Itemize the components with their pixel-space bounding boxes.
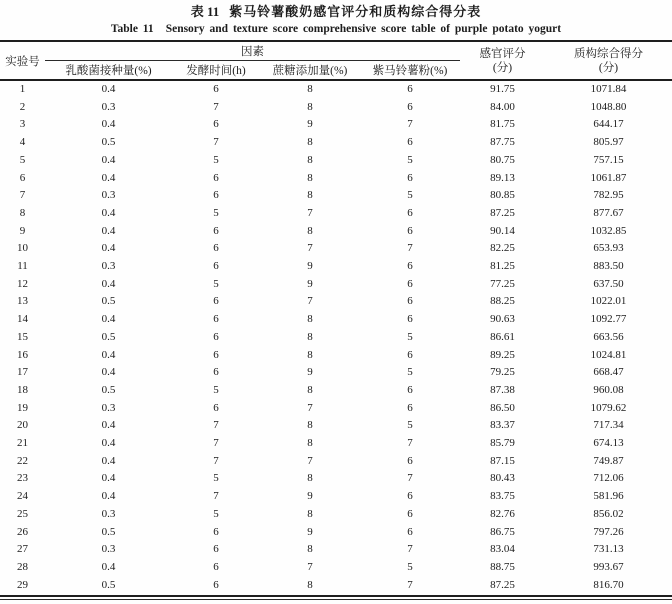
table-row <box>0 417 672 435</box>
data-table <box>0 40 672 594</box>
cell-sensory-score: 86.75 <box>490 525 515 538</box>
cell-fermentation-time: 6 <box>213 525 219 538</box>
table-row <box>0 293 672 311</box>
cell-experiment-no: 20 <box>17 419 28 432</box>
cell-sensory-score: 87.75 <box>490 136 515 149</box>
cell-fermentation-time: 7 <box>213 454 219 467</box>
cell-experiment-no: 19 <box>17 401 28 414</box>
cell-sucrose-addition: 7 <box>307 206 313 219</box>
cell-fermentation-time: 5 <box>213 507 219 520</box>
cell-texture-score: 1048.80 <box>590 100 627 113</box>
cell-sucrose-addition: 8 <box>307 330 313 343</box>
cell-sucrose-addition: 9 <box>307 490 313 503</box>
table-row <box>0 258 672 276</box>
cell-texture-score: 663.56 <box>593 330 624 343</box>
cell-lactic-acid-inoculum: 0.4 <box>101 419 116 432</box>
cell-experiment-no: 22 <box>17 454 28 467</box>
cell-sucrose-addition: 8 <box>307 383 313 396</box>
cell-experiment-no: 26 <box>17 525 28 538</box>
cell-experiment-no: 25 <box>17 507 28 520</box>
cell-purple-potato-powder: 6 <box>407 348 413 361</box>
cell-purple-potato-powder: 7 <box>407 242 413 255</box>
cell-sensory-score: 86.50 <box>490 401 515 414</box>
cell-lactic-acid-inoculum: 0.5 <box>101 525 116 538</box>
cell-sensory-score: 83.37 <box>490 419 515 432</box>
cell-lactic-acid-inoculum: 0.4 <box>101 437 116 450</box>
cell-experiment-no: 4 <box>19 136 26 149</box>
table-row <box>0 435 672 453</box>
header-texture-line1: 质构综合得分 <box>574 47 643 60</box>
cell-fermentation-time: 7 <box>213 419 219 432</box>
cell-experiment-no: 23 <box>17 472 28 485</box>
cell-sucrose-addition: 8 <box>307 136 313 149</box>
table-row <box>0 99 672 117</box>
cell-lactic-acid-inoculum: 0.4 <box>101 490 116 503</box>
cell-texture-score: 1071.84 <box>590 83 627 95</box>
cell-purple-potato-powder: 6 <box>407 454 413 467</box>
header-purple-potato-powder: 紫马铃薯粉(%) <box>372 64 448 77</box>
table-row <box>0 382 672 400</box>
cell-sucrose-addition: 9 <box>307 366 313 379</box>
cell-sensory-score: 81.75 <box>490 118 515 131</box>
cell-sensory-score: 87.25 <box>490 578 515 591</box>
header-sensory-score <box>460 41 545 80</box>
cell-purple-potato-powder: 6 <box>407 171 413 184</box>
cell-texture-score: 749.87 <box>593 454 624 467</box>
cell-lactic-acid-inoculum: 0.5 <box>101 383 116 396</box>
cell-sensory-score: 90.63 <box>490 313 515 326</box>
cell-sucrose-addition: 7 <box>307 560 313 573</box>
cell-purple-potato-powder: 7 <box>407 543 413 556</box>
table-row <box>0 311 672 329</box>
cell-lactic-acid-inoculum: 0.3 <box>101 100 116 113</box>
cell-lactic-acid-inoculum: 0.4 <box>101 366 116 379</box>
cell-texture-score: 1061.87 <box>590 171 627 184</box>
cell-experiment-no: 15 <box>17 330 28 343</box>
table-row <box>0 364 672 382</box>
cell-fermentation-time: 5 <box>213 277 219 290</box>
cell-texture-score: 993.67 <box>593 560 624 573</box>
cell-sucrose-addition: 8 <box>307 472 313 485</box>
table-row <box>0 276 672 294</box>
cell-experiment-no: 9 <box>19 224 26 237</box>
header-sensory-line1: 感官评分 <box>479 47 526 60</box>
cell-sucrose-addition: 8 <box>307 348 313 361</box>
cell-texture-score: 653.93 <box>593 242 624 255</box>
cell-sensory-score: 88.75 <box>490 560 515 573</box>
cell-texture-score: 637.50 <box>593 277 624 290</box>
cell-sucrose-addition: 8 <box>307 578 313 591</box>
cell-sensory-score: 83.75 <box>490 490 515 503</box>
cell-texture-score: 797.26 <box>593 525 624 538</box>
cell-sucrose-addition: 9 <box>307 525 313 538</box>
cell-lactic-acid-inoculum: 0.4 <box>101 560 116 573</box>
cell-sucrose-addition: 9 <box>307 277 313 290</box>
cell-fermentation-time: 6 <box>213 295 219 308</box>
cell-experiment-no: 21 <box>17 437 28 450</box>
header-texture-line2: (分) <box>598 61 619 74</box>
cell-purple-potato-powder: 5 <box>407 419 413 432</box>
cell-lactic-acid-inoculum: 0.4 <box>101 472 116 485</box>
cell-fermentation-time: 6 <box>213 366 219 379</box>
cell-sucrose-addition: 8 <box>307 153 313 166</box>
cell-fermentation-time: 6 <box>213 330 219 343</box>
cell-lactic-acid-inoculum: 0.4 <box>101 242 116 255</box>
cell-texture-score: 581.96 <box>593 490 624 503</box>
cell-texture-score: 731.13 <box>593 543 624 556</box>
cell-fermentation-time: 6 <box>213 171 219 184</box>
cell-lactic-acid-inoculum: 0.4 <box>101 454 116 467</box>
cell-sensory-score: 77.25 <box>490 277 515 290</box>
cell-sensory-score: 82.76 <box>490 507 515 520</box>
cell-texture-score: 805.97 <box>593 136 624 149</box>
cell-texture-score: 782.95 <box>593 189 624 202</box>
cell-fermentation-time: 7 <box>213 490 219 503</box>
cell-fermentation-time: 6 <box>213 578 219 591</box>
table-row <box>0 506 672 524</box>
cell-experiment-no: 14 <box>17 313 28 326</box>
cell-fermentation-time: 5 <box>213 153 219 166</box>
table-bottom-rule-thin <box>0 599 672 600</box>
cell-fermentation-time: 6 <box>213 118 219 131</box>
cell-fermentation-time: 6 <box>213 543 219 556</box>
cell-fermentation-time: 6 <box>213 401 219 414</box>
cell-purple-potato-powder: 6 <box>407 83 413 95</box>
table-row <box>0 329 672 347</box>
cell-purple-potato-powder: 6 <box>407 136 413 149</box>
cell-experiment-no: 12 <box>17 277 28 290</box>
cell-experiment-no: 29 <box>17 578 28 591</box>
table-row <box>0 470 672 488</box>
table-caption-en-label: Table 11 <box>110 23 154 35</box>
cell-sensory-score: 87.15 <box>490 454 515 467</box>
table-bottom-rule-thick <box>0 595 672 597</box>
cell-sensory-score: 85.79 <box>490 437 515 450</box>
cell-sucrose-addition: 8 <box>307 83 313 95</box>
cell-lactic-acid-inoculum: 0.3 <box>101 260 116 273</box>
table-caption-zh <box>0 3 672 20</box>
cell-lactic-acid-inoculum: 0.4 <box>101 348 116 361</box>
cell-texture-score: 1024.81 <box>590 348 627 361</box>
cell-experiment-no: 1 <box>19 83 26 95</box>
table-row <box>0 205 672 223</box>
cell-texture-score: 877.67 <box>593 206 624 219</box>
header-fermentation-time: 发酵时间(h) <box>186 64 246 77</box>
cell-fermentation-time: 5 <box>213 383 219 396</box>
cell-purple-potato-powder: 6 <box>407 260 413 273</box>
cell-purple-potato-powder: 5 <box>407 366 413 379</box>
table-row <box>0 152 672 170</box>
cell-purple-potato-powder: 6 <box>407 401 413 414</box>
cell-purple-potato-powder: 7 <box>407 472 413 485</box>
cell-lactic-acid-inoculum: 0.4 <box>101 224 116 237</box>
cell-sensory-score: 90.14 <box>490 224 515 237</box>
cell-purple-potato-powder: 7 <box>407 437 413 450</box>
cell-purple-potato-powder: 6 <box>407 224 413 237</box>
cell-experiment-no: 10 <box>17 242 28 255</box>
cell-purple-potato-powder: 7 <box>407 578 413 591</box>
cell-texture-score: 1022.01 <box>590 295 627 308</box>
header-sucrose-addition: 蔗糖添加量(%) <box>272 64 348 77</box>
cell-sensory-score: 79.25 <box>490 366 515 379</box>
cell-lactic-acid-inoculum: 0.3 <box>101 189 116 202</box>
cell-sucrose-addition: 7 <box>307 454 313 467</box>
cell-sucrose-addition: 8 <box>307 543 313 556</box>
cell-fermentation-time: 6 <box>213 83 219 95</box>
cell-sucrose-addition: 7 <box>307 401 313 414</box>
cell-lactic-acid-inoculum: 0.4 <box>101 277 116 290</box>
table-header <box>0 41 672 80</box>
cell-experiment-no: 27 <box>17 543 28 556</box>
cell-sucrose-addition: 8 <box>307 419 313 432</box>
cell-fermentation-time: 6 <box>213 189 219 202</box>
cell-experiment-no: 18 <box>17 383 28 396</box>
cell-experiment-no: 8 <box>19 206 26 219</box>
cell-texture-score: 644.17 <box>593 118 624 131</box>
table-row <box>0 577 672 595</box>
header-factors-group: 因素 <box>45 41 460 60</box>
table-caption-en <box>0 22 672 37</box>
cell-purple-potato-powder: 7 <box>407 118 413 131</box>
cell-purple-potato-powder: 6 <box>407 277 413 290</box>
table-row <box>0 134 672 152</box>
cell-sucrose-addition: 8 <box>307 189 313 202</box>
cell-lactic-acid-inoculum: 0.3 <box>101 507 116 520</box>
table-row <box>0 187 672 205</box>
cell-sucrose-addition: 7 <box>307 242 313 255</box>
cell-texture-score: 674.13 <box>593 437 624 450</box>
header-experiment-no: 实验号 <box>5 55 40 68</box>
cell-sensory-score: 87.38 <box>490 383 515 396</box>
cell-purple-potato-powder: 5 <box>407 189 413 202</box>
table-row <box>0 80 672 99</box>
cell-sucrose-addition: 9 <box>307 260 313 273</box>
header-texture-score <box>545 41 672 80</box>
table-caption-en-text: Sensory and texture score comprehensive score table of purple potato yogurt <box>165 23 562 35</box>
cell-experiment-no: 28 <box>17 560 28 573</box>
header-lactic-acid-inoculum: 乳酸菌接种量(%) <box>65 64 152 77</box>
table-row <box>0 541 672 559</box>
cell-experiment-no: 5 <box>19 153 26 166</box>
cell-experiment-no: 3 <box>19 118 26 131</box>
cell-fermentation-time: 5 <box>213 472 219 485</box>
cell-lactic-acid-inoculum: 0.4 <box>101 171 116 184</box>
cell-experiment-no: 13 <box>17 295 28 308</box>
cell-sucrose-addition: 9 <box>307 118 313 131</box>
cell-lactic-acid-inoculum: 0.5 <box>101 136 116 149</box>
cell-purple-potato-powder: 6 <box>407 525 413 538</box>
cell-purple-potato-powder: 5 <box>407 560 413 573</box>
cell-experiment-no: 11 <box>17 260 28 273</box>
cell-purple-potato-powder: 6 <box>407 383 413 396</box>
cell-lactic-acid-inoculum: 0.4 <box>101 83 116 95</box>
table-body <box>0 80 672 594</box>
cell-lactic-acid-inoculum: 0.4 <box>101 313 116 326</box>
cell-purple-potato-powder: 5 <box>407 153 413 166</box>
cell-texture-score: 668.47 <box>593 366 624 379</box>
cell-texture-score: 712.06 <box>593 472 624 485</box>
cell-lactic-acid-inoculum: 0.5 <box>101 295 116 308</box>
cell-fermentation-time: 6 <box>213 260 219 273</box>
cell-purple-potato-powder: 6 <box>407 490 413 503</box>
cell-sensory-score: 89.13 <box>490 171 515 184</box>
cell-sensory-score: 91.75 <box>490 83 515 95</box>
cell-lactic-acid-inoculum: 0.5 <box>101 578 116 591</box>
cell-lactic-acid-inoculum: 0.4 <box>101 206 116 219</box>
cell-texture-score: 816.70 <box>593 578 624 591</box>
cell-sensory-score: 80.43 <box>490 472 515 485</box>
cell-purple-potato-powder: 6 <box>407 206 413 219</box>
cell-lactic-acid-inoculum: 0.4 <box>101 118 116 131</box>
cell-fermentation-time: 7 <box>213 437 219 450</box>
cell-lactic-acid-inoculum: 0.5 <box>101 330 116 343</box>
table-row <box>0 488 672 506</box>
cell-sucrose-addition: 8 <box>307 171 313 184</box>
cell-sensory-score: 82.25 <box>490 242 515 255</box>
cell-lactic-acid-inoculum: 0.3 <box>101 543 116 556</box>
table-row <box>0 347 672 365</box>
cell-purple-potato-powder: 6 <box>407 313 413 326</box>
table-row <box>0 116 672 134</box>
cell-sensory-score: 87.25 <box>490 206 515 219</box>
cell-sensory-score: 84.00 <box>490 100 515 113</box>
cell-texture-score: 960.08 <box>593 383 624 396</box>
cell-experiment-no: 16 <box>17 348 28 361</box>
cell-fermentation-time: 6 <box>213 560 219 573</box>
cell-sensory-score: 86.61 <box>490 330 515 343</box>
cell-fermentation-time: 6 <box>213 348 219 361</box>
table-row <box>0 223 672 241</box>
cell-fermentation-time: 5 <box>213 206 219 219</box>
cell-sucrose-addition: 8 <box>307 507 313 520</box>
cell-fermentation-time: 7 <box>213 100 219 113</box>
table-row <box>0 170 672 188</box>
cell-experiment-no: 7 <box>19 189 26 202</box>
cell-sensory-score: 88.25 <box>490 295 515 308</box>
cell-texture-score: 1032.85 <box>590 224 627 237</box>
cell-texture-score: 883.50 <box>593 260 624 273</box>
cell-sensory-score: 80.75 <box>490 153 515 166</box>
cell-sucrose-addition: 8 <box>307 437 313 450</box>
cell-purple-potato-powder: 6 <box>407 507 413 520</box>
cell-sensory-score: 89.25 <box>490 348 515 361</box>
cell-sensory-score: 81.25 <box>490 260 515 273</box>
cell-purple-potato-powder: 6 <box>407 100 413 113</box>
cell-texture-score: 757.15 <box>593 153 624 166</box>
cell-sucrose-addition: 8 <box>307 313 313 326</box>
table-row <box>0 400 672 418</box>
cell-sucrose-addition: 8 <box>307 100 313 113</box>
cell-purple-potato-powder: 6 <box>407 295 413 308</box>
table-row <box>0 453 672 471</box>
cell-texture-score: 1079.62 <box>590 401 627 414</box>
cell-sensory-score: 83.04 <box>490 543 515 556</box>
header-sensory-line2: (分) <box>492 61 513 74</box>
cell-sensory-score: 80.85 <box>490 189 515 202</box>
cell-experiment-no: 6 <box>19 171 26 184</box>
table-row <box>0 240 672 258</box>
cell-sucrose-addition: 8 <box>307 224 313 237</box>
table-row <box>0 559 672 577</box>
cell-fermentation-time: 6 <box>213 313 219 326</box>
cell-experiment-no: 24 <box>17 490 28 503</box>
cell-texture-score: 717.34 <box>593 419 624 432</box>
cell-texture-score: 856.02 <box>593 507 624 520</box>
table-caption-zh-text: 紫马铃薯酸奶感官评分和质构综合得分表 <box>229 4 482 19</box>
cell-fermentation-time: 7 <box>213 136 219 149</box>
cell-experiment-no: 17 <box>17 366 28 379</box>
cell-sucrose-addition: 7 <box>307 295 313 308</box>
cell-lactic-acid-inoculum: 0.3 <box>101 401 116 414</box>
cell-lactic-acid-inoculum: 0.4 <box>101 153 116 166</box>
cell-purple-potato-powder: 5 <box>407 330 413 343</box>
table-row <box>0 524 672 542</box>
cell-experiment-no: 2 <box>19 100 26 113</box>
table-caption-zh-label: 表 11 <box>190 4 220 19</box>
cell-fermentation-time: 6 <box>213 224 219 237</box>
cell-texture-score: 1092.77 <box>590 313 627 326</box>
cell-fermentation-time: 6 <box>213 242 219 255</box>
